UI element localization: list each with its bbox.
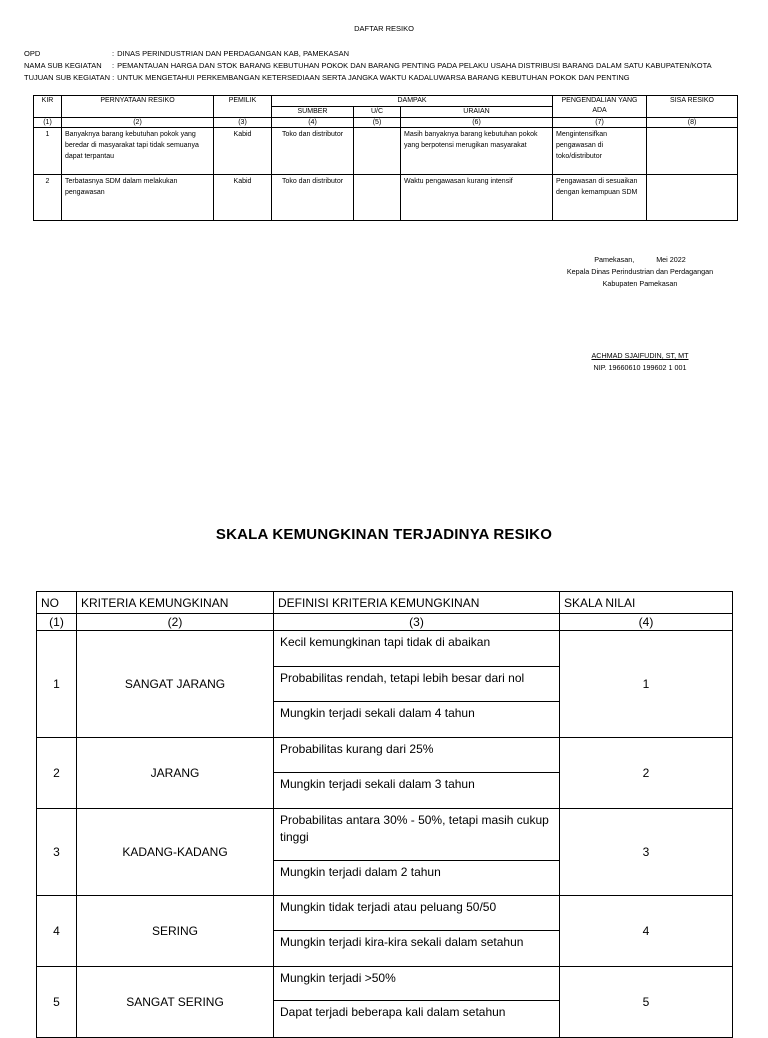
cell-no: 3: [37, 809, 77, 896]
cell-sumber: Toko dan distributor: [272, 128, 354, 175]
table-row: [37, 896, 733, 967]
definition-item: Mungkin terjadi kira-kira sekali dalam setahun: [280, 935, 524, 949]
signature-place: Pamekasan,: [594, 255, 635, 264]
cell-pengendalian: Pengawasan di sesuaikan dengan kemampuan SDM: [553, 175, 647, 221]
cell-pemilik: Kabid: [214, 175, 272, 221]
cell-no: 5: [37, 967, 77, 1038]
definition-item: Mungkin tidak terjadi atau peluang 50/50: [274, 896, 559, 931]
definition-item: Mungkin terjadi sekali dalam 4 tahun: [280, 706, 475, 720]
table-row: [37, 967, 733, 1038]
signature-block: [550, 254, 730, 374]
cell-definisi: [274, 967, 560, 1038]
info-row-opd: [24, 48, 712, 60]
risk-table-header: [34, 96, 738, 107]
cell-sumber: Toko dan distributor: [272, 175, 354, 221]
column-number: (3): [214, 118, 272, 128]
cell-uc: [354, 175, 401, 221]
header-sisa: SISA RESIKO: [647, 96, 738, 118]
info-value: DINAS PERINDUSTRIAN DAN PERDAGANGAN KAB, PAMEKASAN: [117, 49, 350, 58]
info-block: [24, 48, 712, 84]
cell-definisi: [274, 809, 560, 896]
table-row: [37, 738, 733, 809]
column-number: (7): [553, 118, 647, 128]
cell-no: 1: [37, 631, 77, 738]
signatory-nip: NIP. 19660610 199602 1 001: [593, 363, 687, 372]
header-uraian: URAIAN: [401, 107, 553, 118]
cell-nilai: 3: [560, 809, 733, 896]
table-row: [34, 175, 738, 221]
definition-item: Mungkin terjadi sekali dalam 3 tahun: [280, 777, 475, 791]
cell-sisa: [647, 175, 738, 221]
table-row: [37, 631, 733, 738]
info-value: UNTUK MENGETAHUI PERKEMBANGAN KETERSEDIAAN SERTA JANGKA WAKTU KADALUWARSA BARANG KEBUTUHAN POKOK DAN PENTING: [117, 73, 630, 82]
cell-uraian: Waktu pengawasan kurang intensif: [401, 175, 553, 221]
column-number-row: [34, 118, 738, 128]
column-number: (8): [647, 118, 738, 128]
info-row-sub-kegiatan: [24, 60, 712, 72]
column-number: (5): [354, 118, 401, 128]
document-title: DAFTAR RESIKO: [354, 24, 414, 33]
info-colon: :: [109, 73, 115, 82]
header-nilai: SKALA NILAI: [560, 592, 733, 614]
cell-uraian: Masih banyaknya barang kebutuhan pokok yang berpotensi merugikan masyarakat: [401, 128, 553, 175]
signature-position: Kepala Dinas Perindustrian dan Perdagangan: [566, 267, 714, 276]
definition-item: Kecil kemungkinan tapi tidak di abaikan: [274, 631, 559, 667]
signature-place-date: [550, 254, 730, 266]
signature-position-region: Kabupaten Pamekasan: [602, 279, 678, 288]
definition-item: Mungkin terjadi dalam 2 tahun: [280, 865, 441, 879]
column-number: (6): [401, 118, 553, 128]
cell-kriteria: SANGAT JARANG: [77, 631, 274, 738]
cell-no: 2: [37, 738, 77, 809]
cell-definisi: [274, 631, 560, 738]
risk-table: [33, 95, 738, 221]
cell-definisi: [274, 738, 560, 809]
cell-kriteria: SERING: [77, 896, 274, 967]
info-value: PEMANTAUAN HARGA DAN STOK BARANG KEBUTUHAN POKOK DAN BARANG PENTING PADA PELAKU USAHA DISTRIBUSI BARANG DALAM SATU KABUPATEN/KOTA: [117, 61, 712, 70]
column-number: (1): [37, 614, 77, 631]
scale-header-row: [37, 592, 733, 614]
cell-nilai: 5: [560, 967, 733, 1038]
likelihood-scale-table: [36, 591, 733, 1038]
column-number: (2): [77, 614, 274, 631]
header-no: NO: [37, 592, 77, 614]
cell-pernyataan: Terbatasnya SDM dalam melakukan pengawasan: [62, 175, 214, 221]
info-label: OPD: [24, 49, 41, 58]
header-pemilik: PEMILIK: [214, 96, 272, 118]
signatory-name: ACHMAD SJAIFUDIN, ST, MT: [591, 351, 689, 360]
cell-no: 4: [37, 896, 77, 967]
column-number-row: [37, 614, 733, 631]
cell-kir: 1: [34, 128, 62, 175]
info-colon: :: [112, 49, 115, 58]
cell-pemilik: Kabid: [214, 128, 272, 175]
cell-pengendalian: Mengintensifkan pengawasan di toko/distributor: [553, 128, 647, 175]
signature-date: Mei 2022: [656, 255, 686, 264]
cell-definisi: [274, 896, 560, 967]
header-uc: U/C: [354, 107, 401, 118]
cell-uc: [354, 128, 401, 175]
header-definisi: DEFINISI KRITERIA KEMUNGKINAN: [274, 592, 560, 614]
cell-nilai: 4: [560, 896, 733, 967]
cell-kir: 2: [34, 175, 62, 221]
header-dampak: DAMPAK: [272, 96, 553, 107]
header-pengendalian: PENGENDALIAN YANG ADA: [553, 96, 647, 118]
cell-nilai: 2: [560, 738, 733, 809]
header-kriteria: KRITERIA KEMUNGKINAN: [77, 592, 274, 614]
definition-item: Probabilitas antara 30% - 50%, tetapi masih cukup tinggi: [274, 809, 559, 861]
cell-pernyataan: Banyaknya barang kebutuhan pokok yang beredar di masyarakat tapi tidak semuanya dapat terpantau: [62, 128, 214, 175]
table-row: [37, 809, 733, 896]
table-row: [34, 128, 738, 175]
info-row-tujuan: [24, 72, 712, 84]
column-number: (2): [62, 118, 214, 128]
cell-kriteria: JARANG: [77, 738, 274, 809]
definition-item: Mungkin terjadi >50%: [274, 967, 559, 1001]
info-label: TUJUAN SUB KEGIATAN: [24, 73, 110, 82]
scale-title: SKALA KEMUNGKINAN TERJADINYA RESIKO: [215, 526, 553, 543]
cell-nilai: 1: [560, 631, 733, 738]
header-sumber: SUMBER: [272, 107, 354, 118]
column-number: (4): [272, 118, 354, 128]
definition-item: Dapat terjadi beberapa kali dalam setahun: [280, 1005, 506, 1019]
definition-item: Probabilitas rendah, tetapi lebih besar dari nol: [274, 667, 559, 702]
column-number: (3): [274, 614, 560, 631]
header-kir: KIR: [34, 96, 62, 118]
definition-item: Probabilitas kurang dari 25%: [274, 738, 559, 773]
column-number: (1): [34, 118, 62, 128]
header-pernyataan: PERNYATAAN RESIKO: [62, 96, 214, 118]
cell-kriteria: KADANG-KADANG: [77, 809, 274, 896]
cell-kriteria: SANGAT SERING: [77, 967, 274, 1038]
cell-sisa: [647, 128, 738, 175]
column-number: (4): [560, 614, 733, 631]
info-label: NAMA SUB KEGIATAN: [24, 61, 102, 70]
info-colon: :: [112, 61, 115, 70]
